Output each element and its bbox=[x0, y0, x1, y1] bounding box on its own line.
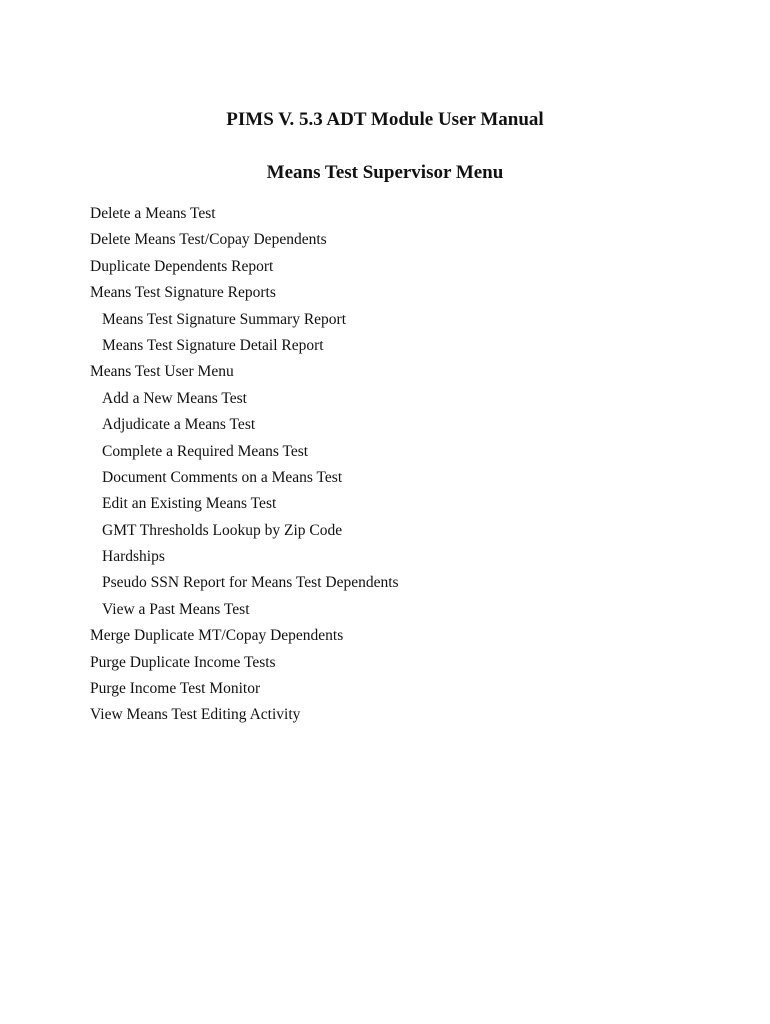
menu-item-delete-copay-dependents: Delete Means Test/Copay Dependents bbox=[90, 231, 327, 249]
menu-item-merge-duplicate-dependents: Merge Duplicate MT/Copay Dependents bbox=[90, 627, 344, 645]
menu-title: Means Test Supervisor Menu bbox=[266, 162, 504, 183]
submenu-item-view-past-means-test: View a Past Means Test bbox=[102, 600, 250, 618]
submenu-item-gmt-thresholds-lookup: GMT Thresholds Lookup by Zip Code bbox=[102, 521, 343, 539]
submenu-item-document-comments: Document Comments on a Means Test bbox=[102, 468, 343, 486]
submenu-item-signature-summary-report: Means Test Signature Summary Report bbox=[102, 310, 347, 328]
submenu-item-hardships: Hardships bbox=[102, 548, 165, 566]
menu-item-signature-reports: Means Test Signature Reports bbox=[90, 284, 276, 302]
submenu-item-complete-required-means-test: Complete a Required Means Test bbox=[102, 442, 309, 460]
menu-item-view-editing-activity: View Means Test Editing Activity bbox=[90, 706, 301, 724]
menu-option-list bbox=[90, 201, 690, 729]
submenu-item-adjudicate-means-test: Adjudicate a Means Test bbox=[102, 416, 256, 434]
menu-item-duplicate-dependents-report: Duplicate Dependents Report bbox=[90, 257, 274, 275]
menu-item-delete-means-test: Delete a Means Test bbox=[90, 205, 216, 222]
menu-item-means-test-user-menu: Means Test User Menu bbox=[90, 363, 234, 381]
submenu-item-edit-existing-means-test: Edit an Existing Means Test bbox=[102, 495, 277, 513]
document-title: PIMS V. 5.3 ADT Module User Manual bbox=[226, 109, 544, 130]
submenu-item-pseudo-ssn-report: Pseudo SSN Report for Means Test Dependents bbox=[102, 574, 399, 592]
menu-item-purge-income-test-monitor: Purge Income Test Monitor bbox=[90, 680, 261, 698]
submenu-item-add-new-means-test: Add a New Means Test bbox=[102, 389, 247, 407]
submenu-item-signature-detail-report: Means Test Signature Detail Report bbox=[102, 336, 324, 354]
menu-item-purge-duplicate-income-tests: Purge Duplicate Income Tests bbox=[90, 653, 276, 671]
